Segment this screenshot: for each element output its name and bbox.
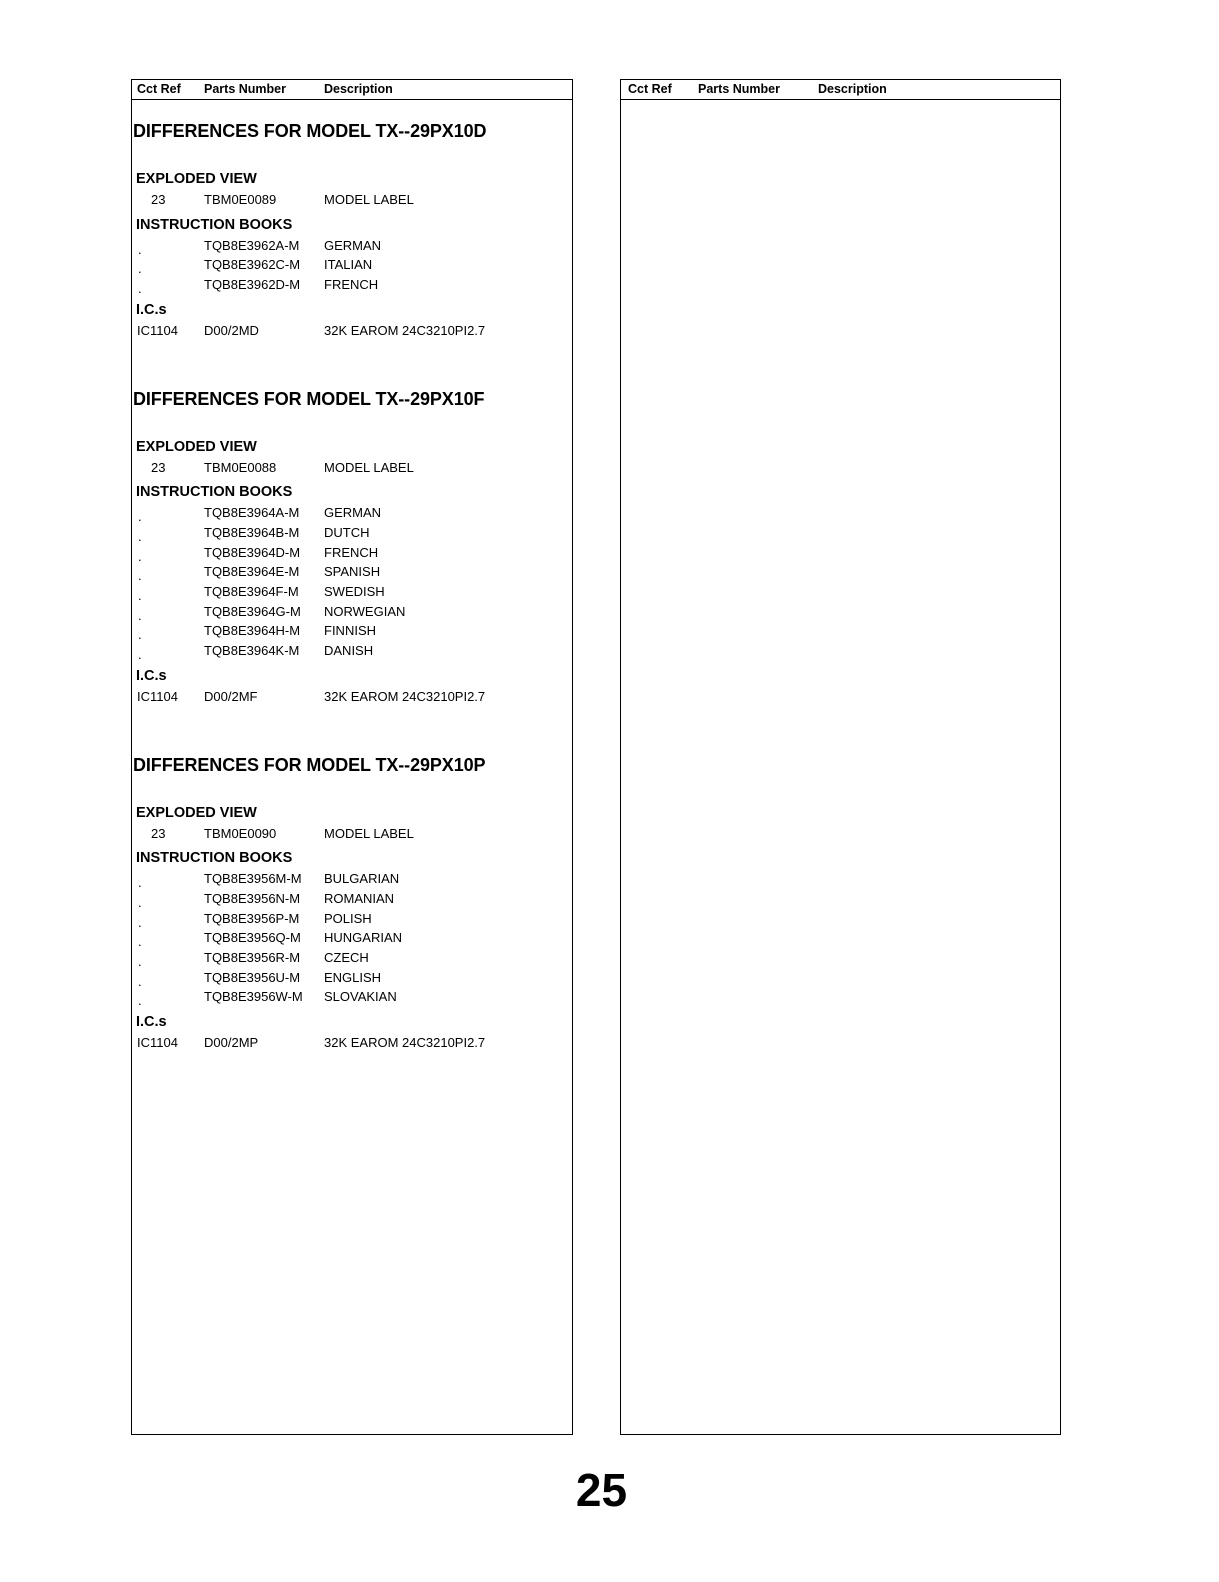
- parts-number-cell: TQB8E3964D-M: [204, 544, 301, 560]
- parts-number-cell: TQB8E3956U-M: [204, 969, 301, 985]
- table-body: [132, 100, 572, 1434]
- description-cell: MODEL LABEL: [324, 459, 414, 475]
- header-parts-number: Parts Number: [698, 82, 780, 96]
- group-title: EXPLODED VIEW: [136, 171, 257, 187]
- cct-ref-cell: 23: [151, 192, 166, 207]
- header-description: Description: [818, 82, 887, 96]
- table-row: [132, 891, 572, 909]
- table-row: [132, 505, 572, 523]
- description-cell: GERMAN: [324, 505, 382, 521]
- parts-number-cell: TQB8E3964A-M: [204, 505, 300, 521]
- parts-number-cell: TQB8E3964B-M: [204, 524, 300, 540]
- table-row: [132, 545, 572, 563]
- parts-number-cell: TQB8E3956N-M: [204, 890, 301, 906]
- table-row: [132, 689, 572, 707]
- description-cell: BULGARIAN: [324, 871, 400, 887]
- parts-number-cell: TQB8E3962A-M: [204, 237, 300, 253]
- table-header: [132, 80, 572, 100]
- parts-number-cell: TQB8E3964E-M: [204, 564, 300, 580]
- description-cell: FRENCH: [324, 277, 379, 293]
- table-row: [132, 950, 572, 968]
- table-row: [132, 604, 572, 622]
- header-cct-ref: Cct Ref: [628, 82, 672, 96]
- parts-number-cell: TQB8E3962D-M: [204, 277, 301, 293]
- description-cell: 32K EAROM 24C3210PI2.7: [324, 322, 486, 338]
- cct-ref-cell: .: [138, 875, 142, 891]
- cct-ref-cell: .: [138, 568, 142, 584]
- parts-number-cell: TQB8E3962C-M: [204, 257, 301, 273]
- table-row: [132, 192, 572, 210]
- description-cell: GERMAN: [324, 237, 382, 253]
- description-cell: SPANISH: [324, 564, 381, 580]
- parts-number-cell: TQB8E3956Q-M: [204, 930, 301, 946]
- cct-ref-cell: .: [138, 914, 142, 930]
- description-cell: ITALIAN: [324, 257, 373, 273]
- group-title: INSTRUCTION BOOKS: [136, 850, 293, 867]
- parts-number-cell: TQB8E3964K-M: [204, 643, 300, 659]
- cct-ref-cell: .: [138, 934, 142, 950]
- description-cell: SWEDISH: [324, 584, 385, 599]
- table-row: [132, 564, 572, 582]
- header-parts-number: Parts Number: [204, 82, 286, 96]
- parts-number-cell: TQB8E3964H-M: [204, 623, 301, 639]
- table-row: [132, 584, 572, 602]
- table-row: [132, 1035, 572, 1053]
- cct-ref-cell: .: [138, 647, 142, 663]
- description-cell: HUNGARIAN: [324, 930, 403, 946]
- cct-ref-cell: IC1104: [137, 322, 178, 338]
- table-row: [132, 460, 572, 478]
- cct-ref-cell: .: [138, 261, 142, 277]
- table-row: [132, 643, 572, 661]
- cct-ref-cell: 23: [151, 459, 166, 475]
- table-row: [132, 525, 572, 543]
- table-row: [132, 826, 572, 844]
- cct-ref-cell: .: [138, 548, 142, 564]
- description-cell: 32K EAROM 24C3210PI2.7: [324, 688, 486, 704]
- parts-table-right: [620, 79, 1061, 1435]
- table-row: [132, 623, 572, 641]
- description-cell: ENGLISH: [324, 969, 382, 985]
- description-cell: DUTCH: [324, 524, 370, 540]
- table-row: [132, 930, 572, 948]
- table-row: [132, 238, 572, 256]
- description-cell: MODEL LABEL: [324, 825, 414, 841]
- cct-ref-cell: 23: [151, 825, 166, 841]
- parts-number-cell: TBM0E0089: [204, 192, 277, 207]
- group-title: EXPLODED VIEW: [136, 438, 257, 455]
- table-row: [132, 970, 572, 988]
- cct-ref-cell: .: [138, 993, 142, 1009]
- parts-number-cell: D00/2MF: [204, 688, 258, 704]
- group-title: INSTRUCTION BOOKS: [136, 484, 293, 501]
- group-title: I.C.s: [136, 667, 167, 684]
- parts-number-cell: TQB8E3956P-M: [204, 910, 300, 926]
- cct-ref-cell: .: [138, 588, 142, 603]
- group-title: I.C.s: [136, 301, 167, 318]
- parts-number-cell: D00/2MP: [204, 1035, 259, 1051]
- cct-ref-cell: .: [138, 281, 142, 297]
- parts-number-cell: TQB8E3956W-M: [204, 989, 303, 1005]
- parts-number-cell: TQB8E3956R-M: [204, 950, 301, 965]
- description-cell: FINNISH: [324, 623, 376, 639]
- description-cell: DANISH: [324, 643, 374, 659]
- group-title: I.C.s: [136, 1014, 167, 1031]
- parts-number-cell: TQB8E3964G-M: [204, 603, 301, 619]
- cct-ref-cell: IC1104: [137, 688, 178, 704]
- header-cct-ref: Cct Ref: [137, 82, 181, 96]
- header-description: Description: [324, 82, 393, 96]
- description-cell: NORWEGIAN: [324, 603, 406, 619]
- table-row: [132, 911, 572, 929]
- description-cell: CZECH: [324, 950, 369, 965]
- table-body: [621, 100, 1060, 1434]
- table-row: [132, 871, 572, 889]
- cct-ref-cell: IC1104: [137, 1035, 178, 1051]
- parts-table-left: [131, 79, 573, 1435]
- section-title: DIFFERENCES FOR MODEL TX--29PX10D: [133, 121, 487, 141]
- group-title: INSTRUCTION BOOKS: [136, 216, 293, 233]
- group-title: EXPLODED VIEW: [136, 804, 257, 821]
- description-cell: POLISH: [324, 910, 372, 926]
- cct-ref-cell: .: [138, 973, 142, 989]
- cct-ref-cell: .: [138, 607, 142, 623]
- cct-ref-cell: .: [138, 509, 142, 525]
- parts-number-cell: TBM0E0090: [204, 825, 277, 841]
- cct-ref-cell: .: [138, 894, 142, 910]
- cct-ref-cell: .: [138, 627, 142, 643]
- description-cell: ROMANIAN: [324, 890, 395, 906]
- parts-number-cell: TQB8E3964F-M: [204, 584, 299, 599]
- description-cell: SLOVAKIAN: [324, 989, 397, 1005]
- table-row: [132, 323, 572, 341]
- section-title: DIFFERENCES FOR MODEL TX--29PX10P: [133, 754, 486, 775]
- table-row: [132, 277, 572, 295]
- parts-number-cell: TQB8E3956M-M: [204, 871, 302, 887]
- cct-ref-cell: .: [138, 528, 142, 544]
- parts-number-cell: D00/2MD: [204, 322, 259, 338]
- table-header: [621, 80, 1060, 100]
- cct-ref-cell: .: [138, 954, 142, 969]
- description-cell: MODEL LABEL: [324, 192, 414, 207]
- cct-ref-cell: .: [138, 241, 142, 257]
- parts-number-cell: TBM0E0088: [204, 459, 277, 475]
- table-row: [132, 257, 572, 275]
- table-row: [132, 989, 572, 1007]
- page-number: 25: [575, 1464, 628, 1516]
- description-cell: 32K EAROM 24C3210PI2.7: [324, 1035, 486, 1051]
- description-cell: FRENCH: [324, 544, 379, 560]
- section-title: DIFFERENCES FOR MODEL TX--29PX10F: [133, 388, 485, 409]
